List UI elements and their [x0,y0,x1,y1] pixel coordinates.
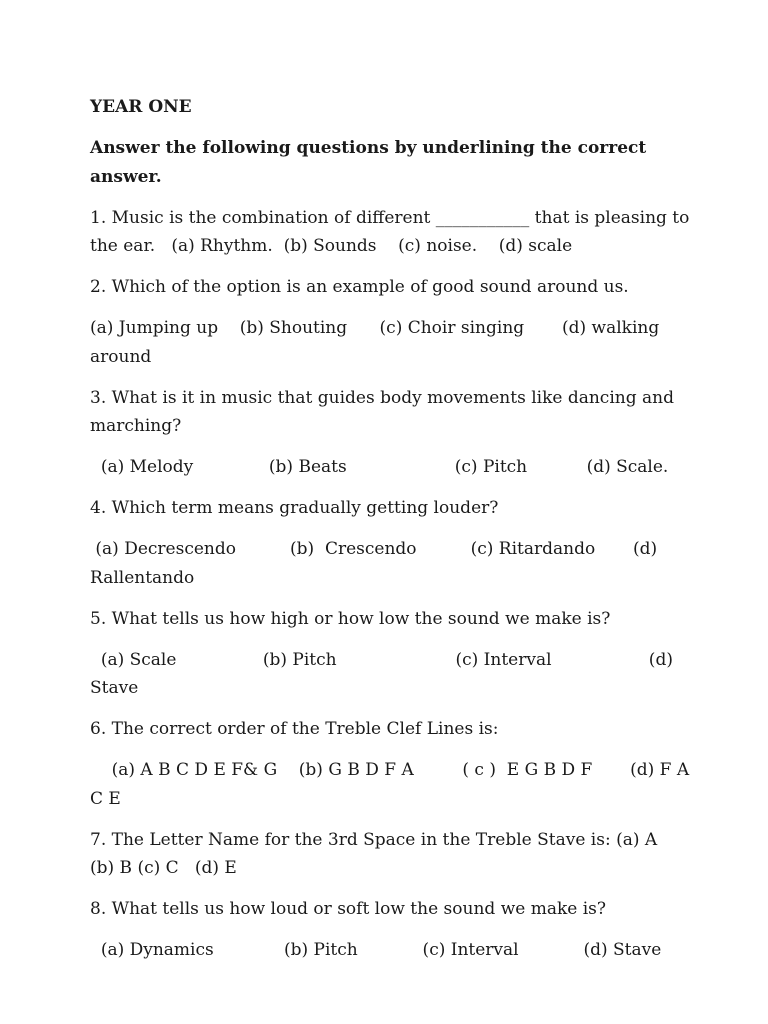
question-7: 7. The Letter Name for the 3rd Space in the Treble Stave is: (a) A (b) B (c) C (d) E [90,829,668,878]
question-4-options: (a) Decrescendo (b) Crescendo (c) Ritardando (d) Rallentando [90,539,663,588]
question-3-options: (a) Melody (b) Beats (c) Pitch (d) Scale. [90,457,669,477]
question-2-options: (a) Jumping up (b) Shouting (c) Choir singing (d) walking around [90,318,665,367]
worksheet-instruction: Answer the following questions by underlining the correct answer. [90,138,653,187]
question-2: 2. Which of the option is an example of good sound around us. [90,277,629,297]
question-6-options: (a) A B C D E F& G (b) G B D F A ( c ) E G B D F (d) F A C E [90,760,695,809]
worksheet [90,93,695,977]
question-3: 3. What is it in music that guides body movements like dancing and marching? [90,387,680,436]
question-5: 5. What tells us how high or how low the sound we make is? [90,608,611,629]
question-5-options: (a) Scale (b) Pitch (c) Interval (d) Stave [90,649,679,698]
question-4: 4. Which term means gradually getting louder? [90,498,499,518]
question-8: 8. What tells us how loud or soft low the sound we make is? [90,899,607,919]
question-6: 6. The correct order of the Treble Clef Lines is: [90,719,499,739]
question-1: 1. Music is the combination of different ___________ that is pleasing to the ear. (a) Rhythm. (b) Sounds (c) noise. (d) scale [90,207,695,256]
question-8-options: (a) Dynamics (b) Pitch (c) Interval (d) Stave [90,940,662,960]
worksheet-heading: YEAR ONE [90,97,192,117]
